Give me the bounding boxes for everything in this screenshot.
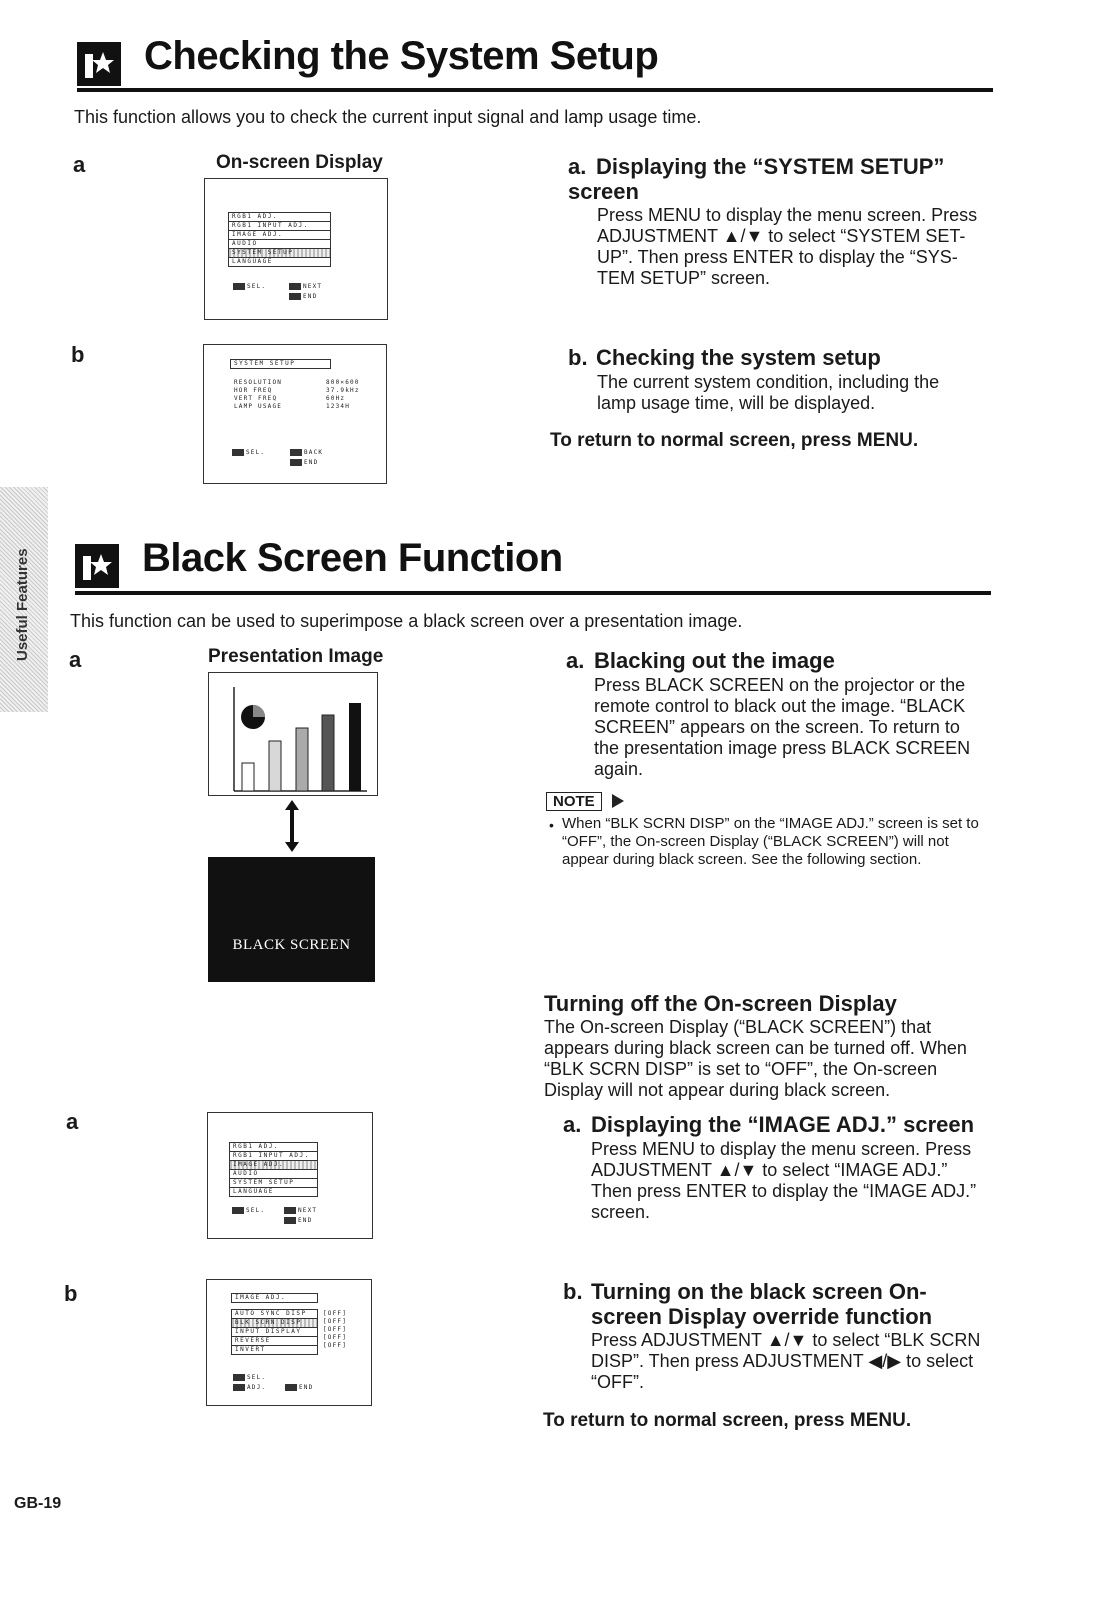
button-icon [233, 1374, 245, 1381]
osd-hint-end: END [284, 1217, 312, 1225]
osd-row-value: 37.9kHz [326, 387, 360, 394]
osd-hint-adj: ADJ. [233, 1384, 266, 1392]
note-arrow-icon [612, 794, 624, 808]
osd-screen-title: SYSTEM SETUP [230, 359, 331, 369]
osd-option-label-selected: BLK SCRN DISP [231, 1318, 318, 1328]
osd-row-label: LAMP USAGE [234, 403, 283, 410]
return-instruction: To return to normal screen, press MENU. [550, 430, 919, 451]
osd-row-value: 60Hz [326, 395, 346, 402]
osd-option-label: INPUT DISPLAY [231, 1327, 318, 1337]
osd-option-value: [OFF] [323, 1342, 348, 1349]
osd-hint-sel: SEL. [232, 449, 265, 457]
note-tag: NOTE [546, 792, 602, 811]
button-icon [284, 1207, 296, 1214]
step-letter: a [66, 1109, 79, 1134]
bullet-icon: • [549, 817, 554, 833]
bar-chart-graphic [209, 673, 377, 795]
button-icon [289, 293, 301, 300]
presentation-image [208, 672, 378, 796]
column-label: Presentation Image [208, 646, 384, 667]
step-letter: a [73, 152, 86, 177]
osd-menu-item: RGB1 INPUT ADJ. [228, 221, 331, 231]
osd-menu-item: LANGUAGE [228, 257, 331, 267]
step-heading: b. Turning on the black screen On-screen Display override function [563, 1279, 933, 1329]
osd-menu-screen [204, 178, 388, 320]
section-icon [75, 544, 119, 588]
osd-hint-next: NEXT [289, 283, 322, 291]
step-heading: a. Displaying the “SYSTEM SETUP” screen [568, 154, 945, 204]
step-body: Press BLACK SCREEN on the projector or the remote control to black out the image. “BLACK SCREEN” appears on the screen. To return to the presentation image press BLACK SCREEN again. [594, 675, 971, 779]
osd-hint-next: NEXT [284, 1207, 317, 1215]
section-intro: This function can be used to superimpose a black screen over a presentation image. [70, 611, 743, 631]
osd-menu-item-selected: SYSTEM SETUP [228, 248, 331, 258]
step-body: Press MENU to display the menu screen. Press ADJUSTMENT ▲/▼ to select “IMAGE ADJ.” Then press ENTER to display the “IMAGE ADJ.” screen. [591, 1139, 977, 1222]
osd-hint-end: END [285, 1384, 313, 1392]
black-screen-caption: BLACK SCREEN [232, 937, 351, 953]
star-hand-icon [79, 548, 115, 584]
osd-option-label: AUTO SYNC DISP [231, 1309, 318, 1319]
osd-menu-item: AUDIO [229, 1169, 318, 1179]
title-rule [75, 591, 991, 595]
osd-menu-item: AUDIO [228, 239, 331, 249]
button-icon [233, 1384, 245, 1391]
step-heading: a. Displaying the “IMAGE ADJ.” screen [563, 1112, 975, 1137]
black-screen-preview [208, 857, 375, 982]
button-icon [290, 459, 302, 466]
step-letter: a [69, 647, 82, 672]
button-icon [232, 1207, 244, 1214]
button-icon [232, 449, 244, 456]
section-intro: This function allows you to check the current input signal and lamp usage time. [74, 107, 702, 127]
column-label: On-screen Display [216, 152, 383, 173]
osd-option-value: [OFF] [323, 1326, 348, 1333]
osd-option-value: [OFF] [323, 1310, 348, 1317]
osd-menu-item: SYSTEM SETUP [229, 1178, 318, 1188]
side-tab-label: Useful Features [14, 548, 31, 662]
osd-option-list [231, 1310, 318, 1355]
button-icon [289, 283, 301, 290]
return-instruction: To return to normal screen, press MENU. [543, 1410, 912, 1431]
osd-option-label: INVERT [231, 1345, 318, 1355]
button-icon [290, 449, 302, 456]
step-heading: a. Blacking out the image [566, 648, 835, 673]
title-rule [77, 88, 993, 92]
toggle-arrow-icon [283, 800, 301, 852]
star-hand-icon [81, 46, 117, 82]
osd-hint-end: END [290, 459, 318, 467]
osd-option-value: [OFF] [323, 1334, 348, 1341]
osd-hint-sel: SEL. [233, 283, 266, 291]
note-body: When “BLK SCRN DISP” on the “IMAGE ADJ.” screen is set to “OFF”, the On-screen Display (“BLACK SCREEN”) will not appear during black screen. See the following section. [562, 815, 979, 868]
subsection-heading: Turning off the On-screen Display [544, 991, 897, 1016]
page-number: GB-19 [14, 1495, 62, 1512]
step-body: The current system condition, including the lamp usage time, will be displayed. [597, 372, 940, 413]
osd-menu-item: RGB1 ADJ. [228, 212, 331, 222]
osd-hint-sel: SEL. [232, 1207, 265, 1215]
osd-row-value: 800×600 [326, 379, 360, 386]
button-icon [285, 1384, 297, 1391]
osd-menu-item: RGB1 INPUT ADJ. [229, 1151, 318, 1161]
osd-hint-sel: SEL. [233, 1374, 266, 1382]
step-letter: b [64, 1281, 78, 1306]
osd-image-adj-screen [206, 1279, 372, 1406]
osd-screen-title: IMAGE ADJ. [231, 1293, 318, 1303]
osd-menu-item: IMAGE ADJ. [228, 230, 331, 240]
osd-menu-screen [207, 1112, 373, 1239]
section-icon [77, 42, 121, 86]
osd-option-label: REVERSE [231, 1336, 318, 1346]
osd-menu-list [229, 1143, 318, 1197]
section-title: Checking the System Setup [144, 34, 659, 78]
osd-row-label: VERT FREQ [234, 395, 278, 402]
button-icon [284, 1217, 296, 1224]
osd-menu-list [228, 213, 331, 267]
button-icon [233, 283, 245, 290]
osd-row-value: 1234H [326, 403, 351, 410]
subsection-body: The On-screen Display (“BLACK SCREEN”) that appears during black screen can be turned off. When “BLK SCRN DISP” is set to “OFF”, the On-screen Display will not appear during black screen. [544, 1017, 967, 1100]
osd-hint-back: BACK [290, 449, 323, 457]
step-letter: b [71, 342, 85, 367]
osd-menu-item: RGB1 ADJ. [229, 1142, 318, 1152]
osd-row-label: RESOLUTION [234, 379, 283, 386]
osd-menu-item-selected: IMAGE ADJ. [229, 1160, 318, 1170]
osd-hint-end: END [289, 293, 317, 301]
step-body: Press MENU to display the menu screen. Press ADJUSTMENT ▲/▼ to select “SYSTEM SET-UP”. Then press ENTER to display the “SYS-TEM SETUP” screen. [597, 205, 978, 288]
osd-option-value: [OFF] [323, 1318, 348, 1325]
osd-system-setup-screen [203, 344, 387, 484]
step-heading: b. Checking the system setup [568, 345, 881, 370]
section-title: Black Screen Function [142, 536, 563, 580]
step-body: Press ADJUSTMENT ▲/▼ to select “BLK SCRN DISP”. Then press ADJUSTMENT ◀/▶ to select “OFF”. [591, 1330, 981, 1392]
osd-row-label: HOR FREQ [234, 387, 273, 394]
osd-menu-item: LANGUAGE [229, 1187, 318, 1197]
